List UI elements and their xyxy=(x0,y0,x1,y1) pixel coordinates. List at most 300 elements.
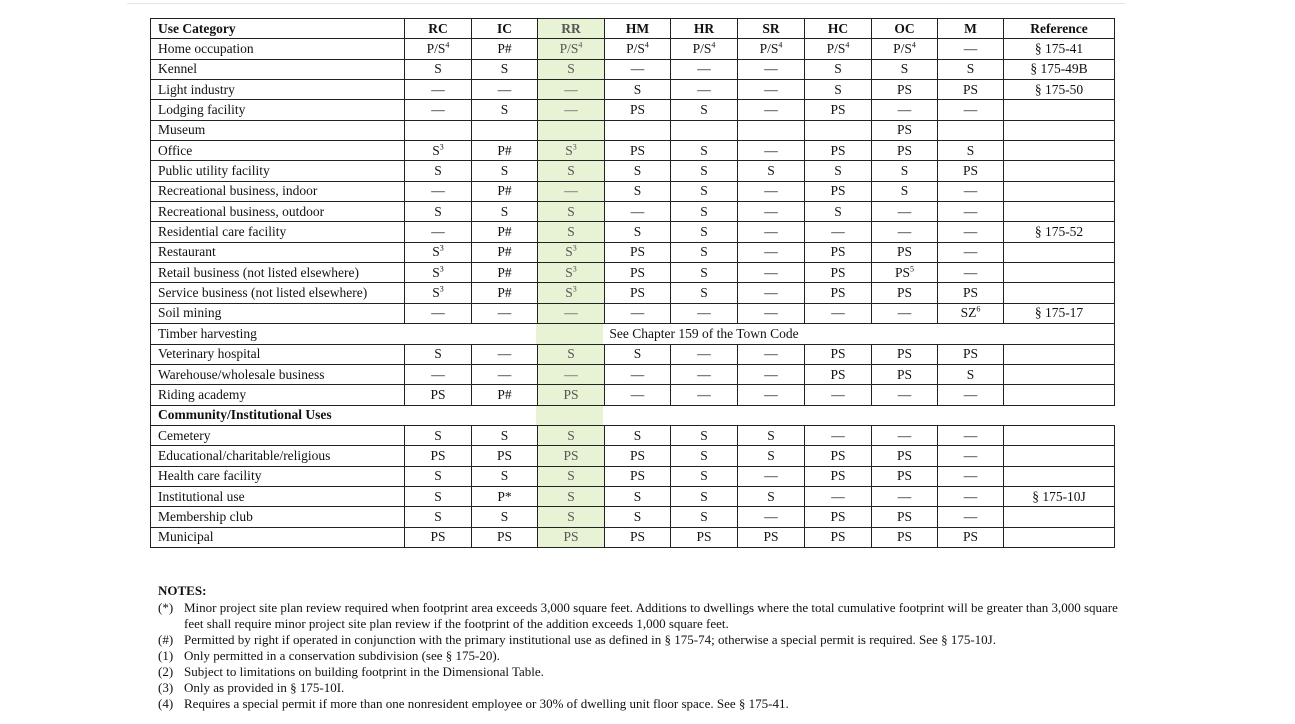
district-cell: — xyxy=(938,263,1004,283)
table-row xyxy=(151,39,1115,59)
use-category-cell: Timber harvesting xyxy=(151,324,405,344)
use-category-cell: Membership club xyxy=(151,507,405,527)
district-cell: — xyxy=(605,385,671,405)
use-category-cell: Soil mining xyxy=(151,303,405,323)
district-cell: S xyxy=(938,364,1004,384)
header-cell: HC xyxy=(805,19,872,39)
district-cell: PS xyxy=(872,527,938,547)
use-table xyxy=(150,18,1115,548)
district-cell: $P/S^4$ xyxy=(738,39,805,59)
use-category-cell: Recreational business, outdoor xyxy=(151,202,405,222)
span-note-cell: See Chapter 159 of the Town Code xyxy=(405,324,1004,344)
district-cell: S xyxy=(605,425,671,445)
district-cell: $P/S^4$ xyxy=(872,39,938,59)
district-cell: PS xyxy=(738,527,805,547)
district-cell: S xyxy=(605,344,671,364)
district-cell: PS xyxy=(605,141,671,161)
district-cell: S xyxy=(472,100,538,120)
district-cell: — xyxy=(538,80,605,100)
district-cell: — xyxy=(671,344,738,364)
district-cell: S xyxy=(538,486,605,506)
district-cell: $S^3$ xyxy=(538,141,605,161)
note-marker: (*) xyxy=(158,600,174,615)
table-body xyxy=(151,39,1115,548)
use-category-cell: Residential care facility xyxy=(151,222,405,242)
reference-cell: § 175-17 xyxy=(1004,303,1115,323)
district-cell: — xyxy=(872,486,938,506)
district-cell: $S^3$ xyxy=(538,263,605,283)
district-cell: — xyxy=(938,446,1004,466)
district-cell: — xyxy=(671,303,738,323)
district-cell: PS xyxy=(805,344,872,364)
header-cell: SR xyxy=(738,19,805,39)
use-category-cell: Public utility facility xyxy=(151,161,405,181)
district-cell: PS xyxy=(805,446,872,466)
district-cell: — xyxy=(405,100,472,120)
reference-cell xyxy=(1004,507,1115,527)
district-cell: S xyxy=(671,100,738,120)
district-cell: S xyxy=(538,466,605,486)
header-cell: M xyxy=(938,19,1004,39)
header-cell: Reference xyxy=(1004,19,1115,39)
district-cell: — xyxy=(405,80,472,100)
note-item xyxy=(158,648,1118,664)
district-cell: S xyxy=(805,59,872,79)
note-marker: (1) xyxy=(158,648,174,663)
district-cell: PS xyxy=(805,527,872,547)
district-cell: — xyxy=(738,385,805,405)
use-category-cell: Lodging facility xyxy=(151,100,405,120)
district-cell: PS xyxy=(805,364,872,384)
district-cell: PS xyxy=(405,385,472,405)
district-cell: — xyxy=(738,466,805,486)
district-cell: S xyxy=(405,507,472,527)
district-cell: — xyxy=(738,344,805,364)
district-cell: — xyxy=(872,100,938,120)
district-cell: PS xyxy=(805,466,872,486)
header-cell: IC xyxy=(472,19,538,39)
note-text: Permitted by right if operated in conjunction with the primary institutional use as defined in § 175-74; otherwise a special permit is required. See § 175-10J. xyxy=(184,632,996,647)
district-cell: PS xyxy=(938,161,1004,181)
district-cell: PS xyxy=(605,527,671,547)
note-marker: (#) xyxy=(158,632,174,647)
reference-cell xyxy=(1004,100,1115,120)
district-cell: $S^3$ xyxy=(405,242,472,262)
district-cell: S xyxy=(605,161,671,181)
district-cell: $S^3$ xyxy=(538,242,605,262)
use-category-cell: Institutional use xyxy=(151,486,405,506)
district-cell: PS xyxy=(872,120,938,140)
district-cell: — xyxy=(938,181,1004,201)
note-item xyxy=(158,696,1118,712)
table-row xyxy=(151,507,1115,527)
use-category-cell: Home occupation xyxy=(151,39,405,59)
table-row xyxy=(151,80,1115,100)
district-cell: S xyxy=(671,242,738,262)
district-cell: — xyxy=(872,425,938,445)
district-cell xyxy=(738,120,805,140)
district-cell: — xyxy=(738,100,805,120)
district-cell: S xyxy=(671,283,738,303)
district-cell: — xyxy=(805,486,872,506)
district-cell: — xyxy=(738,222,805,242)
use-category-cell: Riding academy xyxy=(151,385,405,405)
district-cell: — xyxy=(738,59,805,79)
district-cell: — xyxy=(738,364,805,384)
table-row xyxy=(151,324,1115,344)
use-category-cell: Veterinary hospital xyxy=(151,344,405,364)
district-cell: S xyxy=(671,425,738,445)
district-cell: — xyxy=(738,141,805,161)
table-row xyxy=(151,242,1115,262)
district-cell: PS xyxy=(805,242,872,262)
district-cell: — xyxy=(671,385,738,405)
district-cell: PS xyxy=(805,141,872,161)
district-cell: — xyxy=(805,425,872,445)
table-row xyxy=(151,486,1115,506)
district-cell: — xyxy=(872,385,938,405)
district-cell: — xyxy=(472,344,538,364)
district-cell: PS xyxy=(405,527,472,547)
district-cell xyxy=(605,120,671,140)
reference-cell: § 175-49B xyxy=(1004,59,1115,79)
note-marker: (3) xyxy=(158,680,174,695)
district-cell: $P/S^4$ xyxy=(405,39,472,59)
district-cell: S xyxy=(738,425,805,445)
note-item xyxy=(158,680,1118,696)
district-cell: — xyxy=(671,364,738,384)
use-category-cell: Museum xyxy=(151,120,405,140)
table-row xyxy=(151,263,1115,283)
district-cell: PS xyxy=(538,446,605,466)
district-cell: PS xyxy=(472,527,538,547)
district-cell: — xyxy=(738,181,805,201)
header-cell: Use Category xyxy=(151,19,405,39)
reference-cell xyxy=(1004,446,1115,466)
reference-cell xyxy=(1004,425,1115,445)
district-cell: P# xyxy=(472,39,538,59)
district-cell: PS xyxy=(872,364,938,384)
district-cell: — xyxy=(605,303,671,323)
table-row xyxy=(151,120,1115,140)
district-cell xyxy=(938,120,1004,140)
district-cell: PS xyxy=(805,263,872,283)
notes-heading: NOTES: xyxy=(158,583,207,598)
district-cell: PS xyxy=(472,446,538,466)
note-text: Only as provided in § 175-10I. xyxy=(184,680,345,695)
district-cell: — xyxy=(405,222,472,242)
district-cell: PS xyxy=(605,446,671,466)
table-row xyxy=(151,100,1115,120)
note-text: Only permitted in a conservation subdivision (see § 175-20). xyxy=(184,648,500,663)
district-cell: S xyxy=(405,202,472,222)
district-cell: PS xyxy=(872,344,938,364)
district-cell: — xyxy=(872,222,938,242)
district-cell: — xyxy=(938,39,1004,59)
district-cell: — xyxy=(538,100,605,120)
district-cell: — xyxy=(805,303,872,323)
district-cell xyxy=(405,120,472,140)
district-cell: PS xyxy=(872,141,938,161)
table-row xyxy=(151,202,1115,222)
district-cell: — xyxy=(738,242,805,262)
table-row xyxy=(151,283,1115,303)
district-cell: — xyxy=(472,80,538,100)
district-cell: P# xyxy=(472,242,538,262)
table-row xyxy=(151,222,1115,242)
header-cell: RC xyxy=(405,19,472,39)
district-cell: $S^3$ xyxy=(405,141,472,161)
reference-cell xyxy=(1004,324,1115,344)
district-cell: — xyxy=(738,303,805,323)
district-cell: S xyxy=(538,161,605,181)
district-cell: S xyxy=(805,161,872,181)
district-cell: PS xyxy=(605,283,671,303)
district-cell: S xyxy=(671,222,738,242)
use-category-cell: Restaurant xyxy=(151,242,405,262)
note-text: Subject to limitations on building footprint in the Dimensional Table. xyxy=(184,664,544,679)
district-cell: $P/S^4$ xyxy=(538,39,605,59)
note-marker: (4) xyxy=(158,696,174,711)
district-cell: — xyxy=(405,364,472,384)
district-cell: S xyxy=(605,222,671,242)
district-cell: S xyxy=(671,486,738,506)
reference-cell xyxy=(1004,344,1115,364)
use-category-cell: Municipal xyxy=(151,527,405,547)
use-category-cell: Educational/charitable/religious xyxy=(151,446,405,466)
table-row xyxy=(151,466,1115,486)
district-cell: — xyxy=(405,303,472,323)
district-cell: S xyxy=(671,507,738,527)
district-cell: PS xyxy=(405,446,472,466)
reference-cell xyxy=(1004,161,1115,181)
district-cell: — xyxy=(938,242,1004,262)
district-cell: PS xyxy=(538,527,605,547)
district-cell: — xyxy=(938,507,1004,527)
district-cell: S xyxy=(938,59,1004,79)
district-cell: — xyxy=(805,385,872,405)
use-category-cell: Health care facility xyxy=(151,466,405,486)
table-row xyxy=(151,59,1115,79)
district-cell: — xyxy=(938,385,1004,405)
district-cell: PS xyxy=(805,507,872,527)
reference-cell xyxy=(1004,181,1115,201)
district-cell: PS xyxy=(605,263,671,283)
district-cell: — xyxy=(605,202,671,222)
district-cell: — xyxy=(472,364,538,384)
notes-list xyxy=(158,600,1118,712)
district-cell: S xyxy=(405,161,472,181)
use-category-cell: Cemetery xyxy=(151,425,405,445)
district-cell: PS xyxy=(872,80,938,100)
header-cell: HM xyxy=(605,19,671,39)
table-row xyxy=(151,385,1115,405)
district-cell: — xyxy=(738,80,805,100)
district-cell: S xyxy=(872,181,938,201)
district-cell: PS xyxy=(938,80,1004,100)
table-row xyxy=(151,344,1115,364)
district-cell: S xyxy=(472,425,538,445)
district-cell: S xyxy=(872,59,938,79)
table-row xyxy=(151,181,1115,201)
district-cell: $P/S^4$ xyxy=(671,39,738,59)
district-cell: — xyxy=(938,466,1004,486)
district-cell: — xyxy=(738,507,805,527)
district-cell: S xyxy=(472,202,538,222)
district-cell: S xyxy=(538,507,605,527)
district-cell: $S^3$ xyxy=(405,283,472,303)
district-cell: PS xyxy=(938,283,1004,303)
district-cell: S xyxy=(472,59,538,79)
district-cell: S xyxy=(605,486,671,506)
reference-cell xyxy=(1004,283,1115,303)
district-cell: S xyxy=(538,344,605,364)
district-cell: S xyxy=(405,466,472,486)
district-cell: S xyxy=(605,80,671,100)
district-cell: P# xyxy=(472,222,538,242)
reference-cell: § 175-52 xyxy=(1004,222,1115,242)
use-category-cell: Service business (not listed elsewhere) xyxy=(151,283,405,303)
district-cell: $P/S^4$ xyxy=(605,39,671,59)
table-row xyxy=(151,364,1115,384)
notes-section xyxy=(158,583,1118,712)
note-item xyxy=(158,664,1118,680)
district-cell: S xyxy=(671,161,738,181)
district-cell: S xyxy=(872,161,938,181)
district-cell: S xyxy=(671,202,738,222)
district-cell: PS xyxy=(938,344,1004,364)
district-cell: P# xyxy=(472,141,538,161)
district-cell: S xyxy=(472,466,538,486)
district-cell: PS xyxy=(938,527,1004,547)
district-cell: — xyxy=(805,222,872,242)
district-cell: — xyxy=(738,202,805,222)
district-cell: S xyxy=(938,141,1004,161)
reference-cell: § 175-50 xyxy=(1004,80,1115,100)
district-cell: — xyxy=(738,263,805,283)
note-text: Requires a special permit if more than one nonresident employee or 30% of dwelling unit floor space. See § 175-41. xyxy=(184,696,789,711)
district-cell: PS xyxy=(605,466,671,486)
district-cell: S xyxy=(538,202,605,222)
district-cell: S xyxy=(671,263,738,283)
district-cell: — xyxy=(405,181,472,201)
district-cell: — xyxy=(538,181,605,201)
district-cell: — xyxy=(872,303,938,323)
table-row xyxy=(151,141,1115,161)
district-cell: PS xyxy=(872,283,938,303)
district-cell: S xyxy=(405,59,472,79)
district-cell xyxy=(472,120,538,140)
district-cell: S xyxy=(472,507,538,527)
reference-cell xyxy=(1004,141,1115,161)
note-marker: (2) xyxy=(158,664,174,679)
reference-cell xyxy=(1004,202,1115,222)
district-cell: S xyxy=(738,161,805,181)
district-cell: S xyxy=(671,141,738,161)
note-item xyxy=(158,632,1118,648)
district-cell: PS xyxy=(872,446,938,466)
use-category-cell: Kennel xyxy=(151,59,405,79)
district-cell: P# xyxy=(472,283,538,303)
reference-cell xyxy=(1004,120,1115,140)
section-heading-cell: Community/Institutional Uses xyxy=(151,405,405,425)
district-cell: PS xyxy=(605,100,671,120)
district-cell: — xyxy=(472,303,538,323)
district-cell: — xyxy=(938,202,1004,222)
page-top-rule xyxy=(127,3,1125,4)
district-cell: — xyxy=(938,222,1004,242)
district-cell: $S^3$ xyxy=(538,283,605,303)
district-cell: S xyxy=(671,466,738,486)
district-cell: PS xyxy=(805,181,872,201)
reference-cell xyxy=(1004,385,1115,405)
district-cell: S xyxy=(405,344,472,364)
district-cell: — xyxy=(671,59,738,79)
district-cell: S xyxy=(671,446,738,466)
note-item xyxy=(158,600,1118,632)
district-cell: S xyxy=(405,425,472,445)
use-category-cell: Retail business (not listed elsewhere) xyxy=(151,263,405,283)
district-cell: PS xyxy=(872,507,938,527)
district-cell: — xyxy=(938,100,1004,120)
district-cell: S xyxy=(472,161,538,181)
use-category-cell: Office xyxy=(151,141,405,161)
reference-cell: § 175-41 xyxy=(1004,39,1115,59)
district-cell: PS xyxy=(805,100,872,120)
district-cell: S xyxy=(605,181,671,201)
table-row xyxy=(151,405,1115,425)
district-cell: — xyxy=(738,283,805,303)
district-cell: S xyxy=(738,486,805,506)
district-cell: S xyxy=(738,446,805,466)
district-cell: P# xyxy=(472,181,538,201)
district-cell: S xyxy=(805,80,872,100)
district-cell: S xyxy=(538,222,605,242)
table-row xyxy=(151,446,1115,466)
district-cell: S xyxy=(805,202,872,222)
header-cell: RR xyxy=(538,19,605,39)
district-cell: PS xyxy=(538,385,605,405)
district-cell: S xyxy=(671,181,738,201)
district-cell: — xyxy=(872,202,938,222)
table-row xyxy=(151,527,1115,547)
header-cell: OC xyxy=(872,19,938,39)
district-cell: P# xyxy=(472,263,538,283)
note-text: Minor project site plan review required when footprint area exceeds 3,000 square feet. Additions to dwellings where the total cumulative footprint will be greater than 3,000 square feet shall require minor project site plan review if the footprint of the addition exceeds 1,000 square feet. xyxy=(184,600,1118,631)
table-row xyxy=(151,303,1115,323)
reference-cell xyxy=(1004,263,1115,283)
district-cell: — xyxy=(938,425,1004,445)
use-category-cell: Warehouse/wholesale business xyxy=(151,364,405,384)
district-cell: — xyxy=(671,80,738,100)
district-cell: S xyxy=(538,425,605,445)
district-cell: PS xyxy=(671,527,738,547)
district-cell: S xyxy=(538,59,605,79)
reference-cell: § 175-10J xyxy=(1004,486,1115,506)
header-row xyxy=(151,19,1115,39)
use-category-cell: Light industry xyxy=(151,80,405,100)
district-cell xyxy=(805,120,872,140)
district-cell xyxy=(538,120,605,140)
table-row xyxy=(151,425,1115,445)
district-cell: $SZ^6$ xyxy=(938,303,1004,323)
district-cell: PS xyxy=(872,242,938,262)
header-cell: HR xyxy=(671,19,738,39)
reference-cell xyxy=(1004,364,1115,384)
reference-cell xyxy=(1004,527,1115,547)
district-cell: P# xyxy=(472,385,538,405)
table-row xyxy=(151,161,1115,181)
